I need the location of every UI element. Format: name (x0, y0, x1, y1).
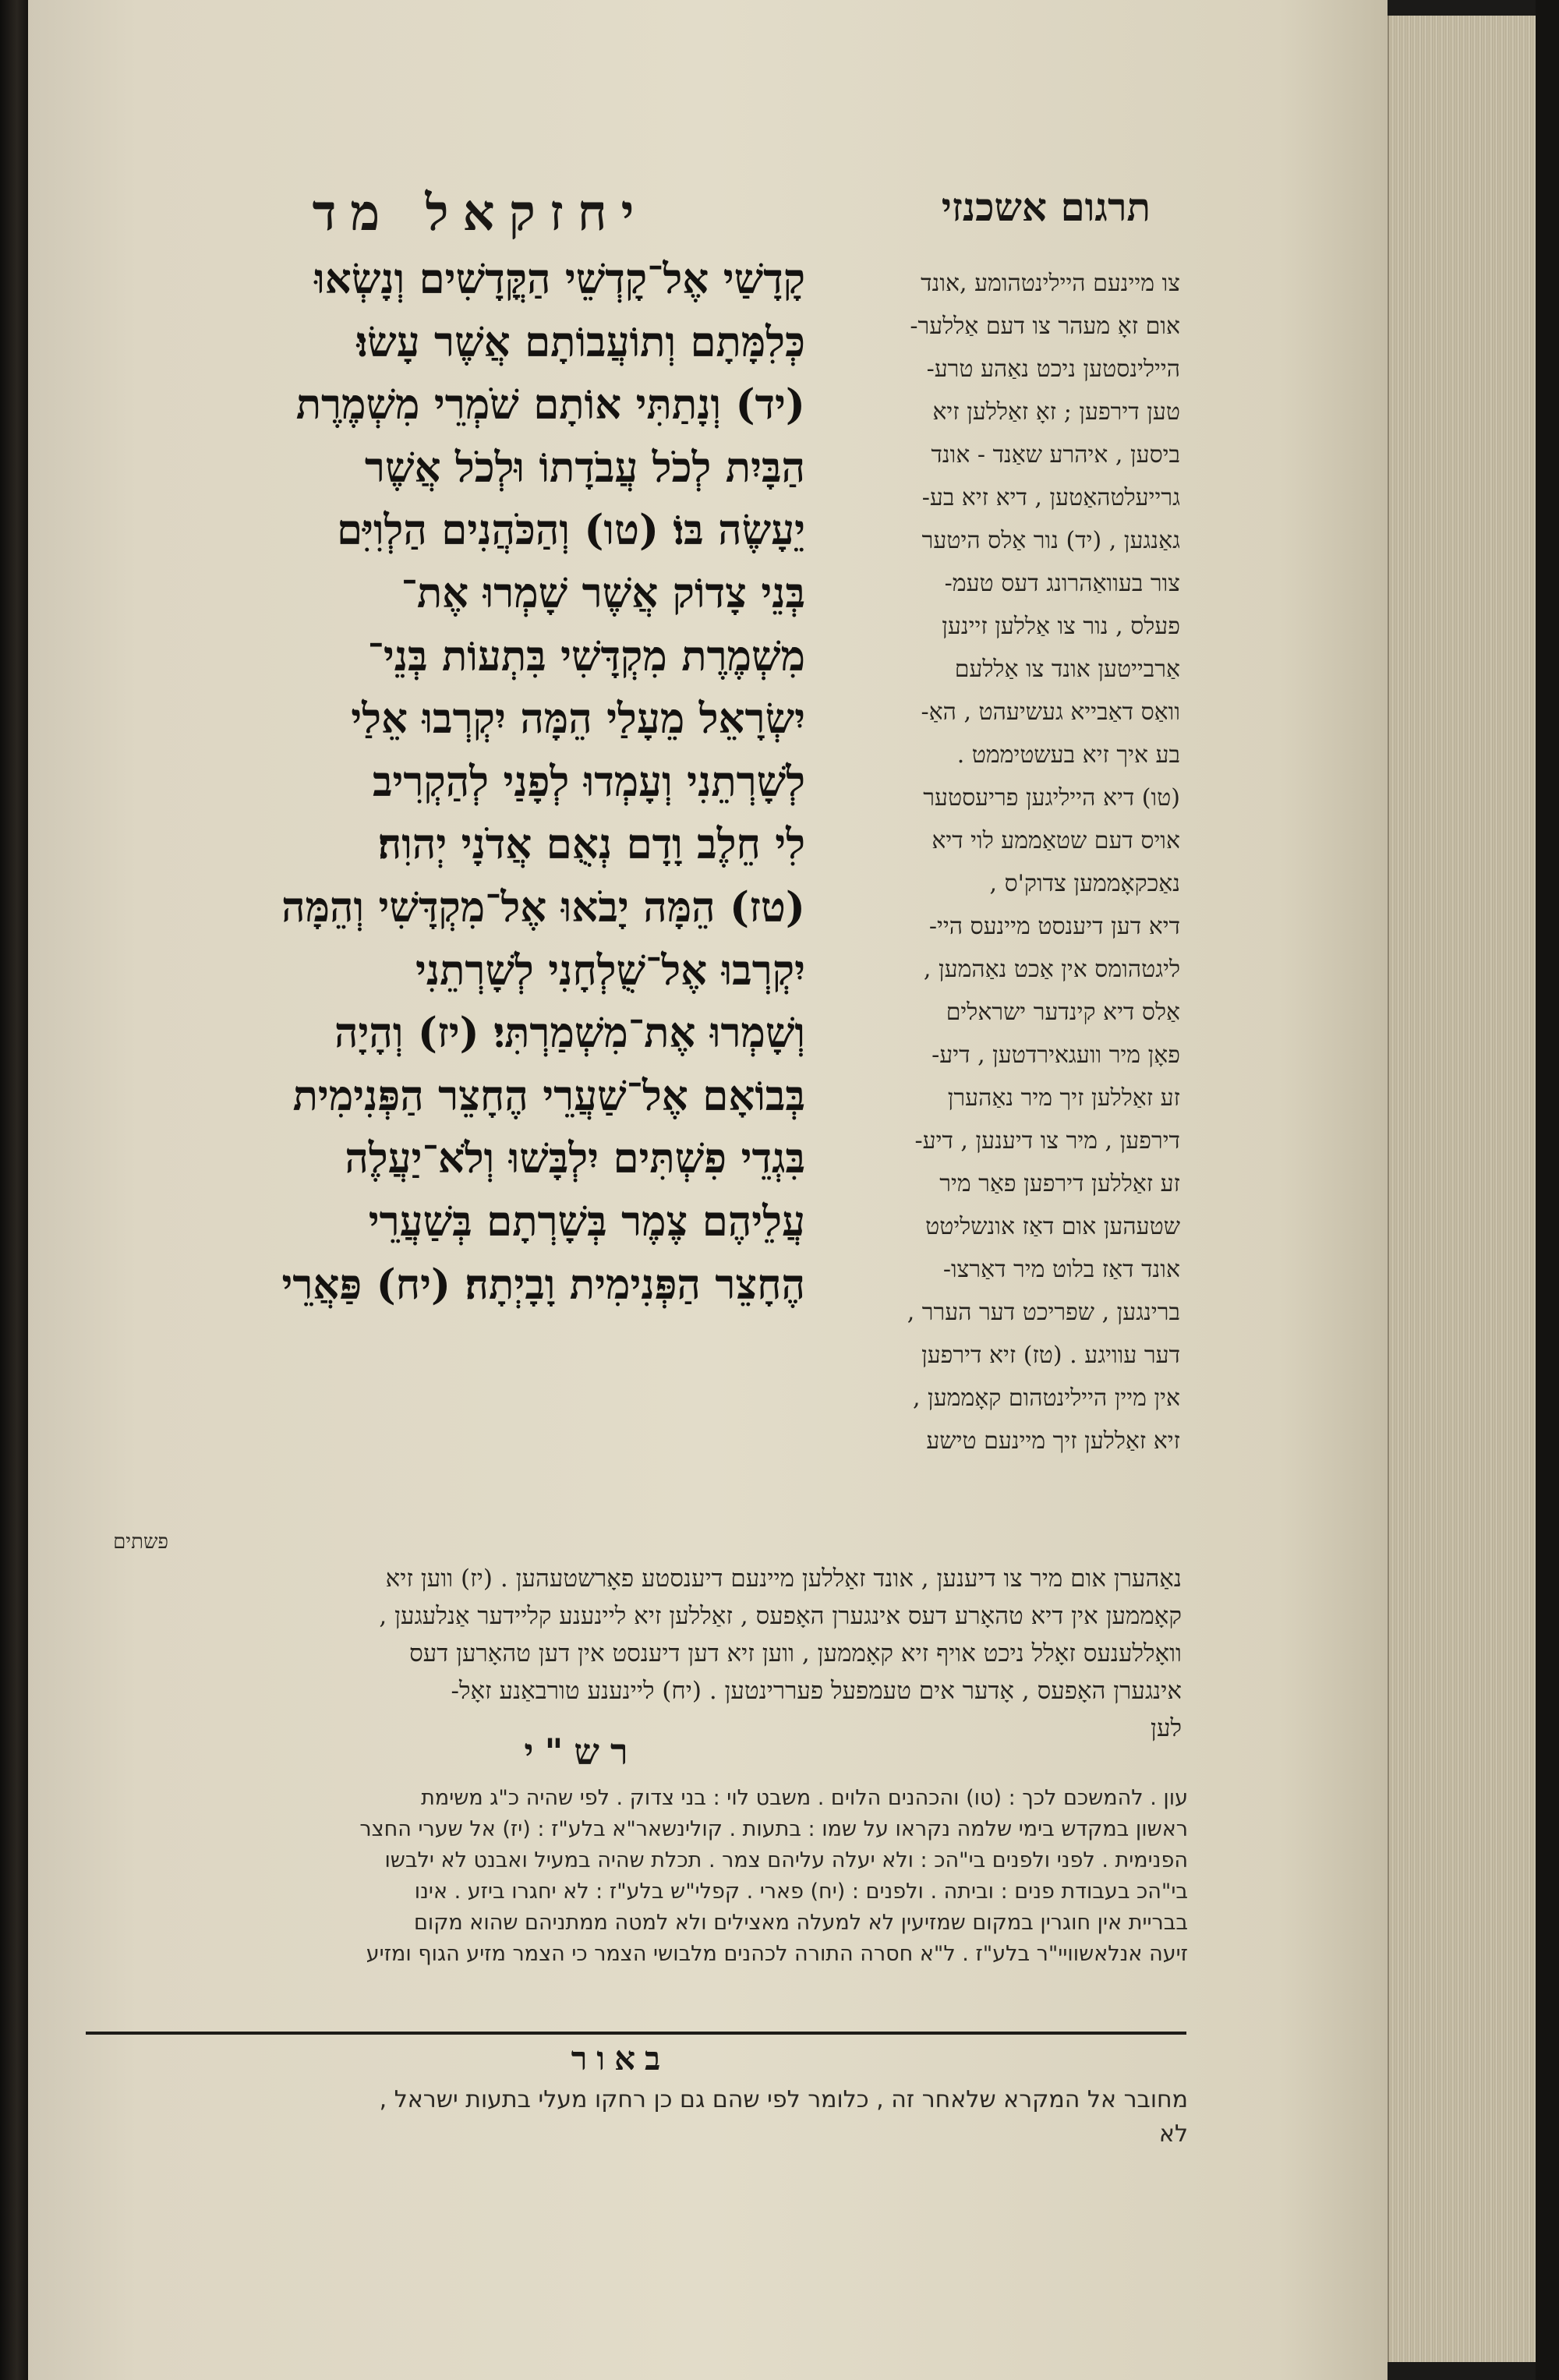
targum-line: צור בעוואַהרונג דעס טעמ- (944, 570, 1180, 597)
catchword: פשתים (113, 1530, 168, 1554)
bible-line: בִּגְדֵי פִשְׁתִּים יִלְבָּשׁוּ וְלֹא־יַעֲלֶה (345, 1134, 805, 1183)
targum-line: וואָללענעס זאָלל ניכט אויף זיא קאָממען , ווען זיא דען דיענסט אין דען טהאָרען דעס (409, 1639, 1182, 1667)
targum-line: וואַס דאַבייא געשיעהט , האַ- (921, 698, 1180, 726)
targum-line: אינגערן האָפעס , אָדער אים טעמפעל פעררינטען . (יח) ליינענע טורבאַנע זאָל- (451, 1677, 1182, 1705)
targum-line: ביסען , איהרע שאַנד - אונד (931, 441, 1180, 469)
page-block-edges (1388, 16, 1537, 2362)
rashi-line: זיעה אנלאשוויי"ר בלע"ז . ל"א חסרה התורה לכהנים מלבושי הצמר כי הצמר מזיע הגוף ומזיע (366, 1942, 1188, 1966)
biur-line: מחובר אל המקרא שלאחר זה , כלומר לפי שהם גם כן רחקו מעלי בתעות ישראל , (379, 2086, 1188, 2113)
bible-line: יִשְׂרָאֵל מֵעָלַי הֵמָּה יִקְרְבוּ אֵלַי (351, 695, 805, 744)
bible-line: (טז) הֵמָּה יָבֹאוּ אֶל־מִקְדָּשִׁי וְהֵמָּה (281, 882, 805, 932)
targum-column (814, 262, 1180, 1462)
rashi-heading: רש"י (524, 1731, 639, 1773)
targum-line: טען דירפען ; זאָ זאַללען זיא (932, 398, 1180, 426)
targum-line: גרייעלטהאַטען , דיא זיא בע- (921, 484, 1180, 511)
biur-line: לא (1158, 2120, 1188, 2148)
targum-line: אונד דאַז בלוט מיר דאַרצו- (942, 1256, 1180, 1283)
targum-line: גאַנגען , (יד) נור אַלס היטער (921, 527, 1180, 554)
targum-line: ברינגען , שפריכט דער הערר , (907, 1299, 1180, 1326)
targum-line: אַלס דיא קינדער ישראלים (946, 999, 1180, 1026)
bible-line: מִשְׁמֶרֶת מִקְדָּשִׁי בִּתְעוֹת בְּנֵי־ (367, 631, 805, 681)
bible-line: לִי חֵלֶב וָדָם נְאֻם אֲדֹנָי יְהוִה׃ (377, 820, 805, 869)
rashi-commentary (81, 1783, 1188, 1970)
section-divider (86, 2032, 1186, 2035)
biur-heading: באור (571, 2039, 670, 2078)
targum-line: ליגטהומס אין אַכט נאַהמען , (923, 956, 1180, 983)
bible-line: יֵעָשֶׂה בּוֹ׃ (טו) וְהַכֹּהֲנִים הַלְוִיִּם (337, 506, 805, 555)
book-page (28, 0, 1388, 2380)
bible-line: לְשָׁרְתֵנִי וְעָמְדוּ לְפָנַי לְהַקְרִיב (372, 757, 805, 806)
bible-line: קָדָשַׁי אֶל־קָדְשֵׁי הַקֳּדָשִׁים וְנָשְׂאוּ (314, 255, 805, 303)
bible-line: עֲלֵיהֶם צֶמֶר בְּשָׁרְתָם בְּשַׁעֲרֵי (368, 1197, 805, 1246)
book-back-edge (1536, 0, 1559, 2380)
targum-line: בע איך זיא בעשטיממט . (956, 741, 1180, 769)
targum-line: דער עוויגע . (טז) זיא דירפען (921, 1342, 1180, 1369)
bible-line: כְּלִמָּתָם וְתוֹעֲבוֹתָם אֲשֶׁר עָשׂוּ׃ (356, 317, 805, 366)
bible-line: הַבָּיִת לְכֹל עֲבֹדָתוֹ וּלְכֹל אֲשֶׁר (364, 443, 805, 492)
biur-commentary (81, 2083, 1188, 2152)
rashi-line: בבריית אין חוגרין במקום שמזיעין לא למעלה מאצילים ולא למטה ממתניהם שהוא מקום (413, 1911, 1188, 1935)
rashi-line: בי"הכ בעבודת פנים : וביתה . ולפנים : (יח) פארי . קפלי"ש בלע"ז : לא יחגרו ביזע . אינו (414, 1880, 1188, 1904)
book-cover-edge (0, 0, 28, 2380)
targum-line: זע זאַללען זיך מיר נאַהערן (947, 1084, 1180, 1112)
targum-line: פאָן מיר וועגאירדטען , דיע- (932, 1041, 1180, 1069)
targum-line: אום זאָ מעהר צו דעם אַללער- (910, 313, 1180, 340)
bible-text-column (100, 248, 805, 1316)
targum-line: דיא דען דיענסט מיינעס היי- (928, 913, 1180, 940)
bible-line: הֶחָצֵר הַפְּנִימִית וָבָיְתָה׃ (יח) פַּאֲרֵי (281, 1260, 805, 1309)
bible-header: יחזקאל מד (312, 184, 649, 242)
targum-continuation (83, 1560, 1182, 1747)
targum-line: אַרבייטען אונד צו אַללעם (954, 656, 1180, 683)
targum-line: נאַהערן אום מיר צו דיענען , אונד זאַללען מיינעם דיענסטע פאָרשטעהען . (יז) ווען זיא (385, 1565, 1182, 1593)
targum-line: דירפען , מיר צו דיענען , דיע- (914, 1127, 1180, 1155)
bible-line: בְּנֵי צָדוֹק אֲשֶׁר שָׁמְרוּ אֶת־ (401, 568, 805, 617)
rashi-line: הפנימית . לפני ולפנים בי"הכ : ולא יעלה עליהם צמר . תכלת שהיה במעיל ואבנט לא ילבשו (384, 1848, 1188, 1873)
rashi-line: ראשון במקדש בימי שלמה נקראו על שמו : בתעות . קולינשאר"א בלע"ז : (יז) אל שערי החצר (359, 1817, 1188, 1841)
bible-line: וְשָׁמְרוּ אֶת־מִשְׁמַרְתִּי׃ (יז) וְהָיָה (334, 1009, 805, 1058)
targum-line: לען (1151, 1714, 1182, 1742)
targum-line: (טו) דיא הייליגען פריעסטער (923, 784, 1180, 812)
targum-line: היילינסטען ניכט נאַהע טרע- (926, 355, 1180, 383)
targum-line: אויס דעם שטאַממע לוי דיא (932, 827, 1180, 854)
targum-line: צו מיינעם היילינטהומע ,אונד (921, 270, 1180, 297)
targum-line: זע זאַללען דירפען פאַר מיר (939, 1170, 1180, 1197)
targum-line: זיא זאַללען זיך מיינעם טישע (926, 1427, 1180, 1455)
rashi-line: עון . להמשכם לכך : (טו) והכהנים הלוים . משבט לוי : בני צדוק . לפי שהיה כ"ג משימת (421, 1786, 1188, 1810)
targum-line: פעלס , נור צו אַללען זיינען (942, 613, 1180, 640)
bible-line: בְּבוֹאָם אֶל־שַׁעֲרֵי הֶחָצֵר הַפְּנִימִית (292, 1071, 805, 1120)
targum-header: תרגום אשכנזי (941, 184, 1151, 230)
bible-line: (יד) וְנָתַתִּי אוֹתָם שֹׁמְרֵי מִשְׁמֶרֶת (295, 380, 805, 430)
targum-line: קאָממען אין דיא טהאָרע דעס אינגערן האָפעס , זאַללען זיא ליינענע קליידער אַנלעגען , (379, 1602, 1182, 1630)
targum-line: נאַכקאָממען צדוק'ס , (989, 870, 1180, 897)
targum-line: אין מיין היילינטהום קאָממען , (912, 1385, 1180, 1412)
bible-line: יִקְרְבוּ אֶל־שֻׁלְחָנִי לְשָׁרְתֵנִי (415, 946, 805, 995)
targum-line: שטעהען אום דאַז אונשליטט (925, 1213, 1180, 1240)
